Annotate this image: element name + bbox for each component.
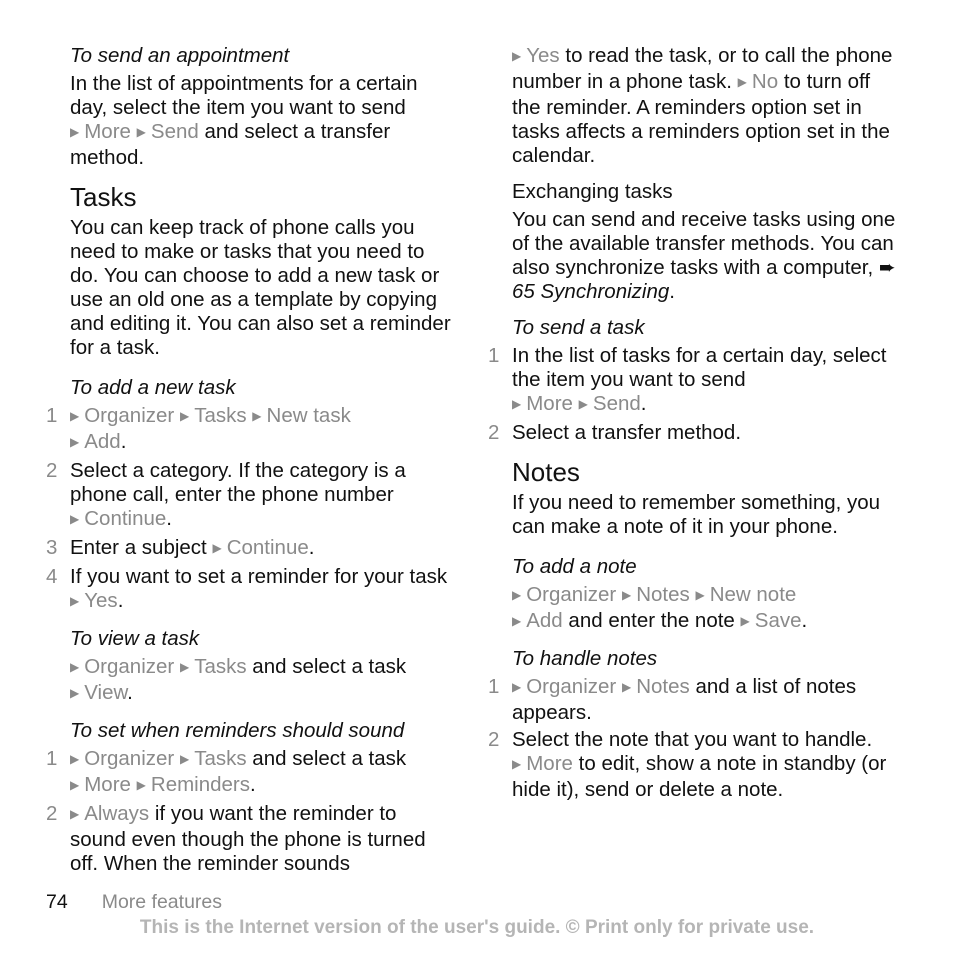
step-text: Select the note that you want to handle. <box>512 728 873 751</box>
punctuation: . <box>640 392 647 415</box>
menu-notes: Notes <box>636 583 690 606</box>
triangle-icon: ▶ <box>70 409 80 423</box>
menu-more: More <box>84 773 131 796</box>
triangle-icon: ▶ <box>512 588 522 602</box>
step <box>46 802 455 876</box>
menu-organizer: Organizer <box>526 583 617 606</box>
right-column <box>488 44 897 814</box>
menu-continue: Continue <box>226 536 309 559</box>
menu-notes: Notes <box>636 675 690 698</box>
triangle-icon: ▶ <box>578 397 588 411</box>
menu-more: More <box>526 752 573 775</box>
tasks-heading: Tasks <box>70 182 137 212</box>
exchanging-tasks-heading: Exchanging tasks <box>512 180 673 203</box>
body-text: to read the task, or to call the phone number in a phone task. <box>512 44 893 93</box>
menu-tasks: Tasks <box>194 747 247 770</box>
menu-send: Send <box>592 392 641 415</box>
notes-intro: If you need to remember something, you can make a note of it in your phone. <box>512 491 881 538</box>
step-text: and select a task <box>252 747 407 770</box>
section-name: More features <box>101 891 223 913</box>
triangle-icon: ▶ <box>512 397 522 411</box>
menu-yes: Yes <box>84 589 118 612</box>
triangle-icon: ▶ <box>70 752 80 766</box>
handle-notes-heading: To handle notes <box>512 647 658 670</box>
triangle-icon: ▶ <box>179 660 190 674</box>
menu-more: More <box>84 120 131 143</box>
triangle-icon: ▶ <box>70 686 80 700</box>
triangle-icon: ▶ <box>252 409 262 423</box>
step <box>46 536 455 562</box>
send-appointment-heading: To send an appointment <box>70 44 290 67</box>
menu-send: Send <box>150 120 199 143</box>
punctuation: . <box>801 609 808 632</box>
internet-version-notice: This is the Internet version of the user's guide. © Print only for private use. <box>139 917 815 938</box>
body-text: and select a task <box>252 655 407 678</box>
triangle-icon: ▶ <box>70 807 80 821</box>
menu-add: Add <box>84 430 121 453</box>
step <box>46 565 455 615</box>
triangle-icon: ▶ <box>512 49 522 63</box>
page-number: 74 <box>46 891 68 913</box>
notes-heading: Notes <box>512 457 580 487</box>
triangle-icon: ▶ <box>512 757 522 771</box>
menu-no: No <box>751 70 779 93</box>
triangle-icon: ▶ <box>179 752 190 766</box>
body-text: and enter the note <box>568 609 735 632</box>
add-note-heading: To add a note <box>512 555 637 578</box>
add-note-text <box>512 583 897 635</box>
menu-reminders: Reminders <box>150 773 251 796</box>
menu-always: Always <box>84 802 150 825</box>
triangle-icon: ▶ <box>136 778 146 792</box>
step-text: Select a category. If the category is a phone call, enter the phone number <box>70 459 406 506</box>
step-text: and a list of notes appears. <box>512 675 857 724</box>
menu-tasks: Tasks <box>194 404 247 427</box>
step-text: In the list of tasks for a certain day, select the item you want to send <box>512 344 887 391</box>
send-task-heading: To send a task <box>512 316 645 339</box>
triangle-icon: ▶ <box>136 125 146 139</box>
menu-new-task: New task <box>266 404 351 427</box>
triangle-icon: ▶ <box>70 660 80 674</box>
menu-yes: Yes <box>526 44 560 67</box>
menu-tasks: Tasks <box>194 655 247 678</box>
triangle-icon: ▶ <box>70 512 80 526</box>
triangle-icon: ▶ <box>621 588 632 602</box>
step <box>488 344 897 418</box>
step <box>488 421 897 445</box>
step-text: If you want to set a reminder for your task <box>70 565 448 588</box>
step-number: 2 <box>46 459 58 482</box>
menu-organizer: Organizer <box>84 655 175 678</box>
triangle-icon: ▶ <box>70 435 80 449</box>
step <box>46 459 455 533</box>
triangle-icon: ▶ <box>179 409 190 423</box>
step-number: 1 <box>46 404 58 427</box>
step <box>46 747 455 799</box>
punctuation: . <box>120 430 127 453</box>
triangle-icon: ▶ <box>70 125 80 139</box>
body-text: and select a transfer method. <box>70 120 391 169</box>
add-task-steps <box>46 404 455 615</box>
step-number: 4 <box>46 565 58 588</box>
step-number: 2 <box>488 421 500 444</box>
triangle-icon: ▶ <box>512 614 522 628</box>
menu-view: View <box>84 681 128 704</box>
reminders-steps <box>46 747 455 876</box>
step-text: if you want the reminder to sound even though the phone is turned off. When the reminder sounds <box>70 802 426 875</box>
step-number: 2 <box>488 728 500 751</box>
punctuation: . <box>117 589 124 612</box>
body-text: You can send and receive tasks using one of the available transfer methods. You can also synchronize tasks with a computer, <box>512 208 896 279</box>
left-column <box>46 44 455 888</box>
arrow-right-icon: ➨ <box>878 257 896 279</box>
triangle-icon: ▶ <box>512 680 522 694</box>
view-task-text <box>70 655 455 707</box>
punctuation: . <box>250 773 256 796</box>
menu-continue: Continue <box>84 507 167 530</box>
step <box>488 675 897 725</box>
punctuation: . <box>669 280 675 303</box>
step-number: 1 <box>488 675 500 698</box>
punctuation: . <box>308 536 315 559</box>
punctuation: . <box>127 681 133 704</box>
reminder-continued-text <box>512 44 897 168</box>
menu-add: Add <box>526 609 563 632</box>
step-text: Enter a subject <box>70 536 207 559</box>
step <box>46 404 455 456</box>
menu-organizer: Organizer <box>84 404 175 427</box>
triangle-icon: ▶ <box>740 614 750 628</box>
triangle-icon: ▶ <box>695 588 705 602</box>
send-task-steps <box>488 344 897 445</box>
triangle-icon: ▶ <box>737 75 747 89</box>
menu-new-note: New note <box>709 583 797 606</box>
menu-organizer: Organizer <box>84 747 175 770</box>
step-text: to edit, show a note in standby (or hide it), send or delete a note. <box>512 752 887 801</box>
body-text: to turn off the reminder. A reminders option set in tasks affects a reminders option set in the calendar. <box>512 70 890 167</box>
handle-notes-steps <box>488 675 897 802</box>
punctuation: . <box>166 507 172 530</box>
triangle-icon: ▶ <box>621 680 632 694</box>
step-text: Select a transfer method. <box>512 421 742 444</box>
step-number: 2 <box>46 802 58 825</box>
add-task-heading: To add a new task <box>70 376 236 399</box>
view-task-heading: To view a task <box>70 627 200 650</box>
step-number: 1 <box>46 747 58 770</box>
menu-organizer: Organizer <box>526 675 617 698</box>
triangle-icon: ▶ <box>70 594 80 608</box>
send-appointment-text <box>70 72 455 170</box>
menu-save: Save <box>754 609 802 632</box>
triangle-icon: ▶ <box>212 541 222 555</box>
cross-reference-link[interactable]: 65 Synchronizing <box>512 280 670 303</box>
menu-more: More <box>526 392 573 415</box>
exchanging-tasks-text <box>512 208 897 304</box>
page-footer <box>46 890 222 914</box>
body-text: In the list of appointments for a certain day, select the item you want to send <box>70 72 418 119</box>
tasks-intro: You can keep track of phone calls you need to make or tasks that you need to do. You can choose to add a new task or use an old one as a template by copying and editing it. You can also set a reminder for a task. <box>70 216 451 359</box>
reminders-heading: To set when reminders should sound <box>70 719 405 742</box>
step-number: 1 <box>488 344 500 367</box>
triangle-icon: ▶ <box>70 778 80 792</box>
step <box>488 728 897 802</box>
step-number: 3 <box>46 536 58 559</box>
